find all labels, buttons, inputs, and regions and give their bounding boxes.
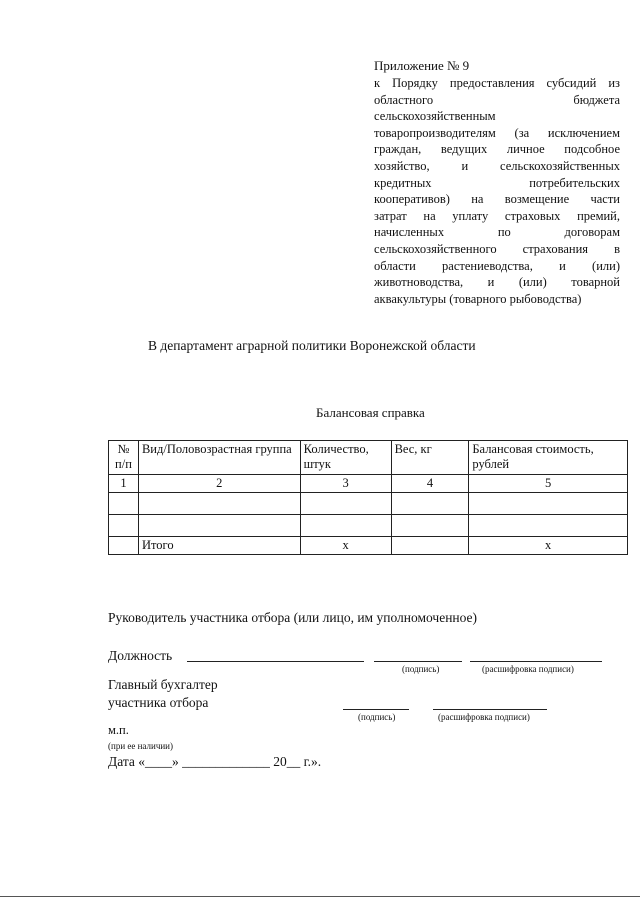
appendix-line: сельскохозяйственным (374, 109, 496, 124)
appendix-line: сельскохозяйственного страхования в (374, 241, 620, 256)
appendix-line: животноводства, и (или) товарной (374, 275, 620, 290)
table-total-row (109, 537, 628, 555)
appendix-line: граждан, ведущих личное подсобное (374, 142, 620, 157)
accountant-signature-line (343, 709, 409, 710)
accountant-decode-caption: (расшифровка подписи) (438, 712, 530, 722)
footer-divider (0, 896, 640, 897)
table-cell (138, 515, 300, 537)
document-title: Балансовая справка (316, 405, 425, 420)
header-cost: Балансовая стоимость, рублей (469, 441, 628, 475)
table-header-row (109, 441, 628, 475)
table-row (109, 493, 628, 515)
position-label: Должность (108, 648, 173, 663)
header-weight: Вес, кг (391, 441, 469, 475)
table-cell (391, 515, 469, 537)
addressee: В департамент аграрной политики Воронежской области (148, 338, 476, 353)
seal-label: м.п. (108, 723, 129, 737)
appendix-line: областного бюджета (374, 92, 620, 107)
appendix-line: начисленных по договорам (374, 225, 620, 240)
table-cell (300, 515, 391, 537)
appendix-line: товаропроизводителям (за исключением (374, 125, 620, 140)
total-label: Итого (138, 537, 300, 555)
appendix-title: Приложение № 9 (374, 58, 470, 73)
appendix-line: области растениеводства, и (или) (374, 258, 620, 273)
total-cost: х (469, 537, 628, 555)
col-number: 4 (391, 475, 469, 493)
table-cell (469, 493, 628, 515)
table-cell (391, 537, 469, 555)
decode-caption: (расшифровка подписи) (482, 664, 574, 674)
decode-line (470, 661, 602, 662)
sign-caption: (подпись) (402, 664, 440, 674)
table-cell (109, 515, 139, 537)
header-type: Вид/Половозрастная группа (138, 441, 300, 475)
appendix-line: хозяйство, и сельскохозяйственных (374, 158, 620, 173)
appendix-line: затрат на уплату страховых премий, (374, 208, 620, 223)
header-number: № п/п (109, 441, 139, 475)
table-cell (109, 537, 139, 555)
balance-table (108, 440, 628, 555)
signer-title: Руководитель участника отбора (или лицо, им уполномоченное) (108, 610, 478, 625)
table-cell (109, 493, 139, 515)
date-line: Дата «____» _____________ 20__ г.». (108, 754, 322, 769)
accountant-label (108, 676, 218, 712)
position-line (187, 661, 364, 662)
accountant-line: участника отбора (108, 695, 209, 710)
table-row (109, 515, 628, 537)
total-quantity: х (300, 537, 391, 555)
table-cell (138, 493, 300, 515)
col-number: 1 (109, 475, 139, 493)
table-cell (300, 493, 391, 515)
appendix-line: к Порядку предоставления субсидий из (374, 76, 620, 90)
accountant-decode-line (433, 709, 547, 710)
col-number: 5 (469, 475, 628, 493)
appendix-line: кредитных потребительских (374, 175, 620, 190)
appendix-line: аквакультуры (товарного рыбоводства) (374, 291, 582, 306)
accountant-line: Главный бухгалтер (108, 677, 218, 692)
appendix-text (374, 75, 620, 307)
table-cell (469, 515, 628, 537)
col-number: 3 (300, 475, 391, 493)
accountant-sign-caption: (подпись) (358, 712, 396, 722)
header-quantity: Количество, штук (300, 441, 391, 475)
col-number: 2 (138, 475, 300, 493)
appendix-line: кооперативов) на возмещение части (374, 192, 620, 207)
seal-note: (при ее наличии) (108, 741, 173, 751)
signature-line (374, 661, 462, 662)
table-number-row (109, 475, 628, 493)
table-cell (391, 493, 469, 515)
